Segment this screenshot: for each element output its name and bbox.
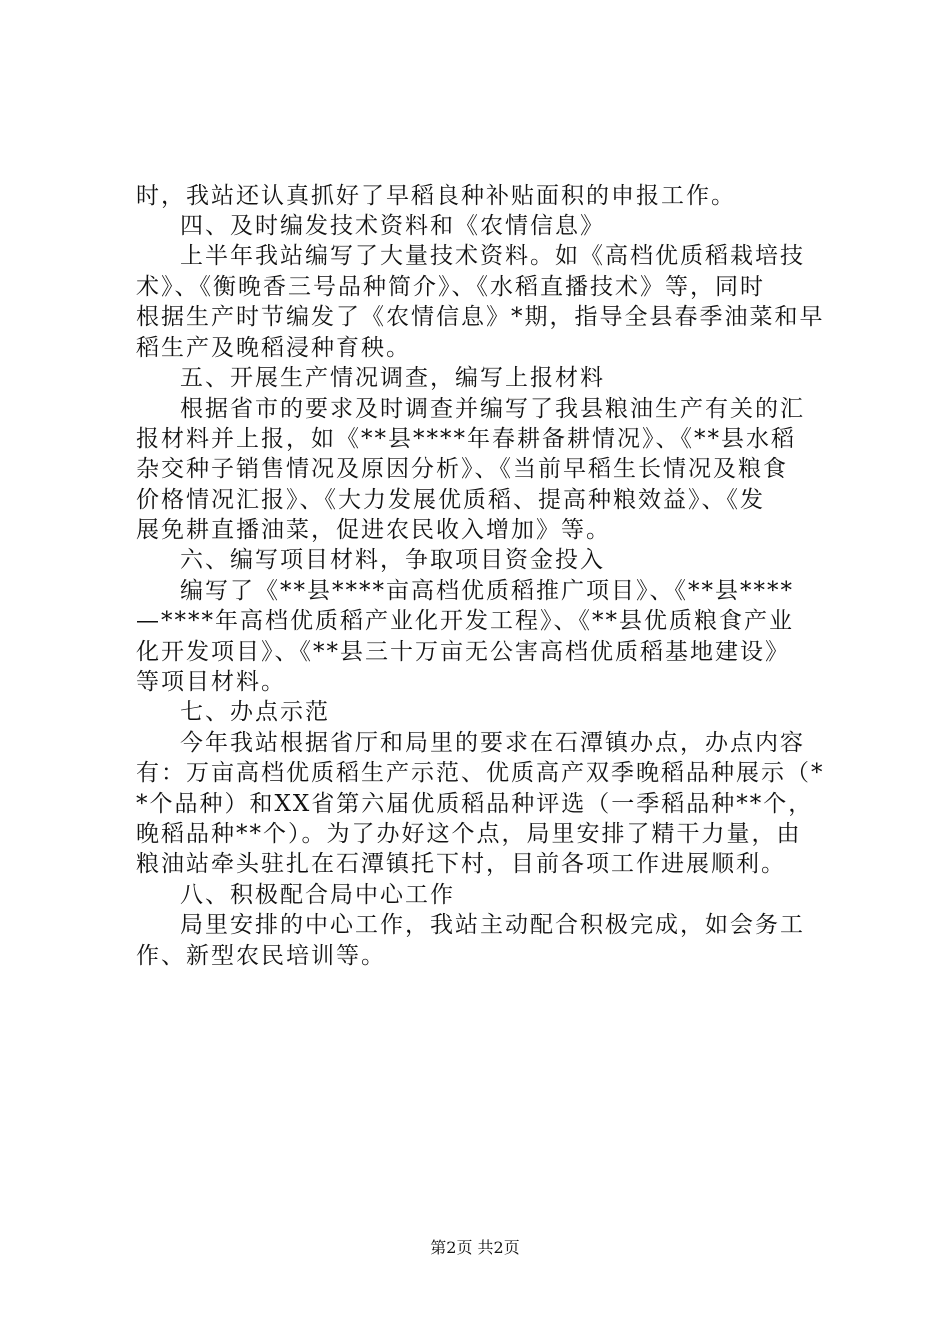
text-line: 报材料并上报，如《**县****年春耕备耕情况》、《**县水稻 — [136, 426, 796, 452]
section-heading-5: 五、开展生产情况调查，编写上报材料 — [180, 365, 605, 391]
text-line: 展免耕直播油菜，促进农民收入增加》等。 — [136, 517, 611, 543]
text-line: 作、新型农民培训等。 — [136, 943, 386, 969]
text-line: 时，我站还认真抓好了早稻良种补贴面积的申报工作。 — [136, 183, 736, 209]
text-line: 稻生产及晚稻浸种育秧。 — [136, 335, 411, 361]
text-line: 编写了《**县****亩高档优质稻推广项目》、《**县**** — [180, 578, 794, 604]
text-line: 等项目材料。 — [136, 669, 286, 695]
text-line: 晚稻品种**个）。为了办好这个点，局里安排了精干力量，由 — [136, 821, 802, 847]
text-line: 术》、《衡晚香三号品种简介》、《水稻直播技术》等，同时 — [136, 274, 765, 300]
text-line: 根据省市的要求及时调查并编写了我县粮油生产有关的汇 — [180, 396, 805, 422]
section-heading-6: 六、编写项目材料，争取项目资金投入 — [180, 547, 605, 573]
text-line: 今年我站根据省厅和局里的要求在石潭镇办点，办点内容 — [180, 730, 805, 756]
text-line: —****年高档优质稻产业化开发工程》、《**县优质粮食产业 — [136, 608, 794, 634]
section-heading-7: 七、办点示范 — [180, 699, 330, 725]
text-line: 局里安排的中心工作，我站主动配合积极完成，如会务工 — [180, 912, 805, 938]
text-line: 上半年我站编写了大量技术资料。如《高档优质稻栽培技 — [180, 243, 805, 269]
text-line: 有：万亩高档优质稻生产示范、优质高产双季晚稻品种展示（* — [136, 760, 825, 786]
section-heading-8: 八、积极配合局中心工作 — [180, 882, 455, 908]
section-heading-4: 四、及时编发技术资料和《农情信息》 — [180, 213, 605, 239]
text-line: 粮油站牵头驻扎在石潭镇托下村，目前各项工作进展顺利。 — [136, 851, 786, 877]
text-line: 化开发项目》、《**县三十万亩无公害高档优质稻基地建设》 — [136, 639, 790, 665]
page-footer: 第2页 共2页 — [430, 1238, 520, 1257]
text-line: 杂交种子销售情况及原因分析》、《当前早稻生长情况及粮食 — [136, 456, 788, 482]
text-line: 根据生产时节编发了《农情信息》*期，指导全县春季油菜和早 — [136, 304, 825, 330]
text-line: *个品种）和XX省第六届优质稻品种评选（一季稻品种**个， — [136, 791, 814, 817]
text-line: 价格情况汇报》、《大力发展优质稻、提高种粮效益》、《发 — [136, 487, 765, 513]
